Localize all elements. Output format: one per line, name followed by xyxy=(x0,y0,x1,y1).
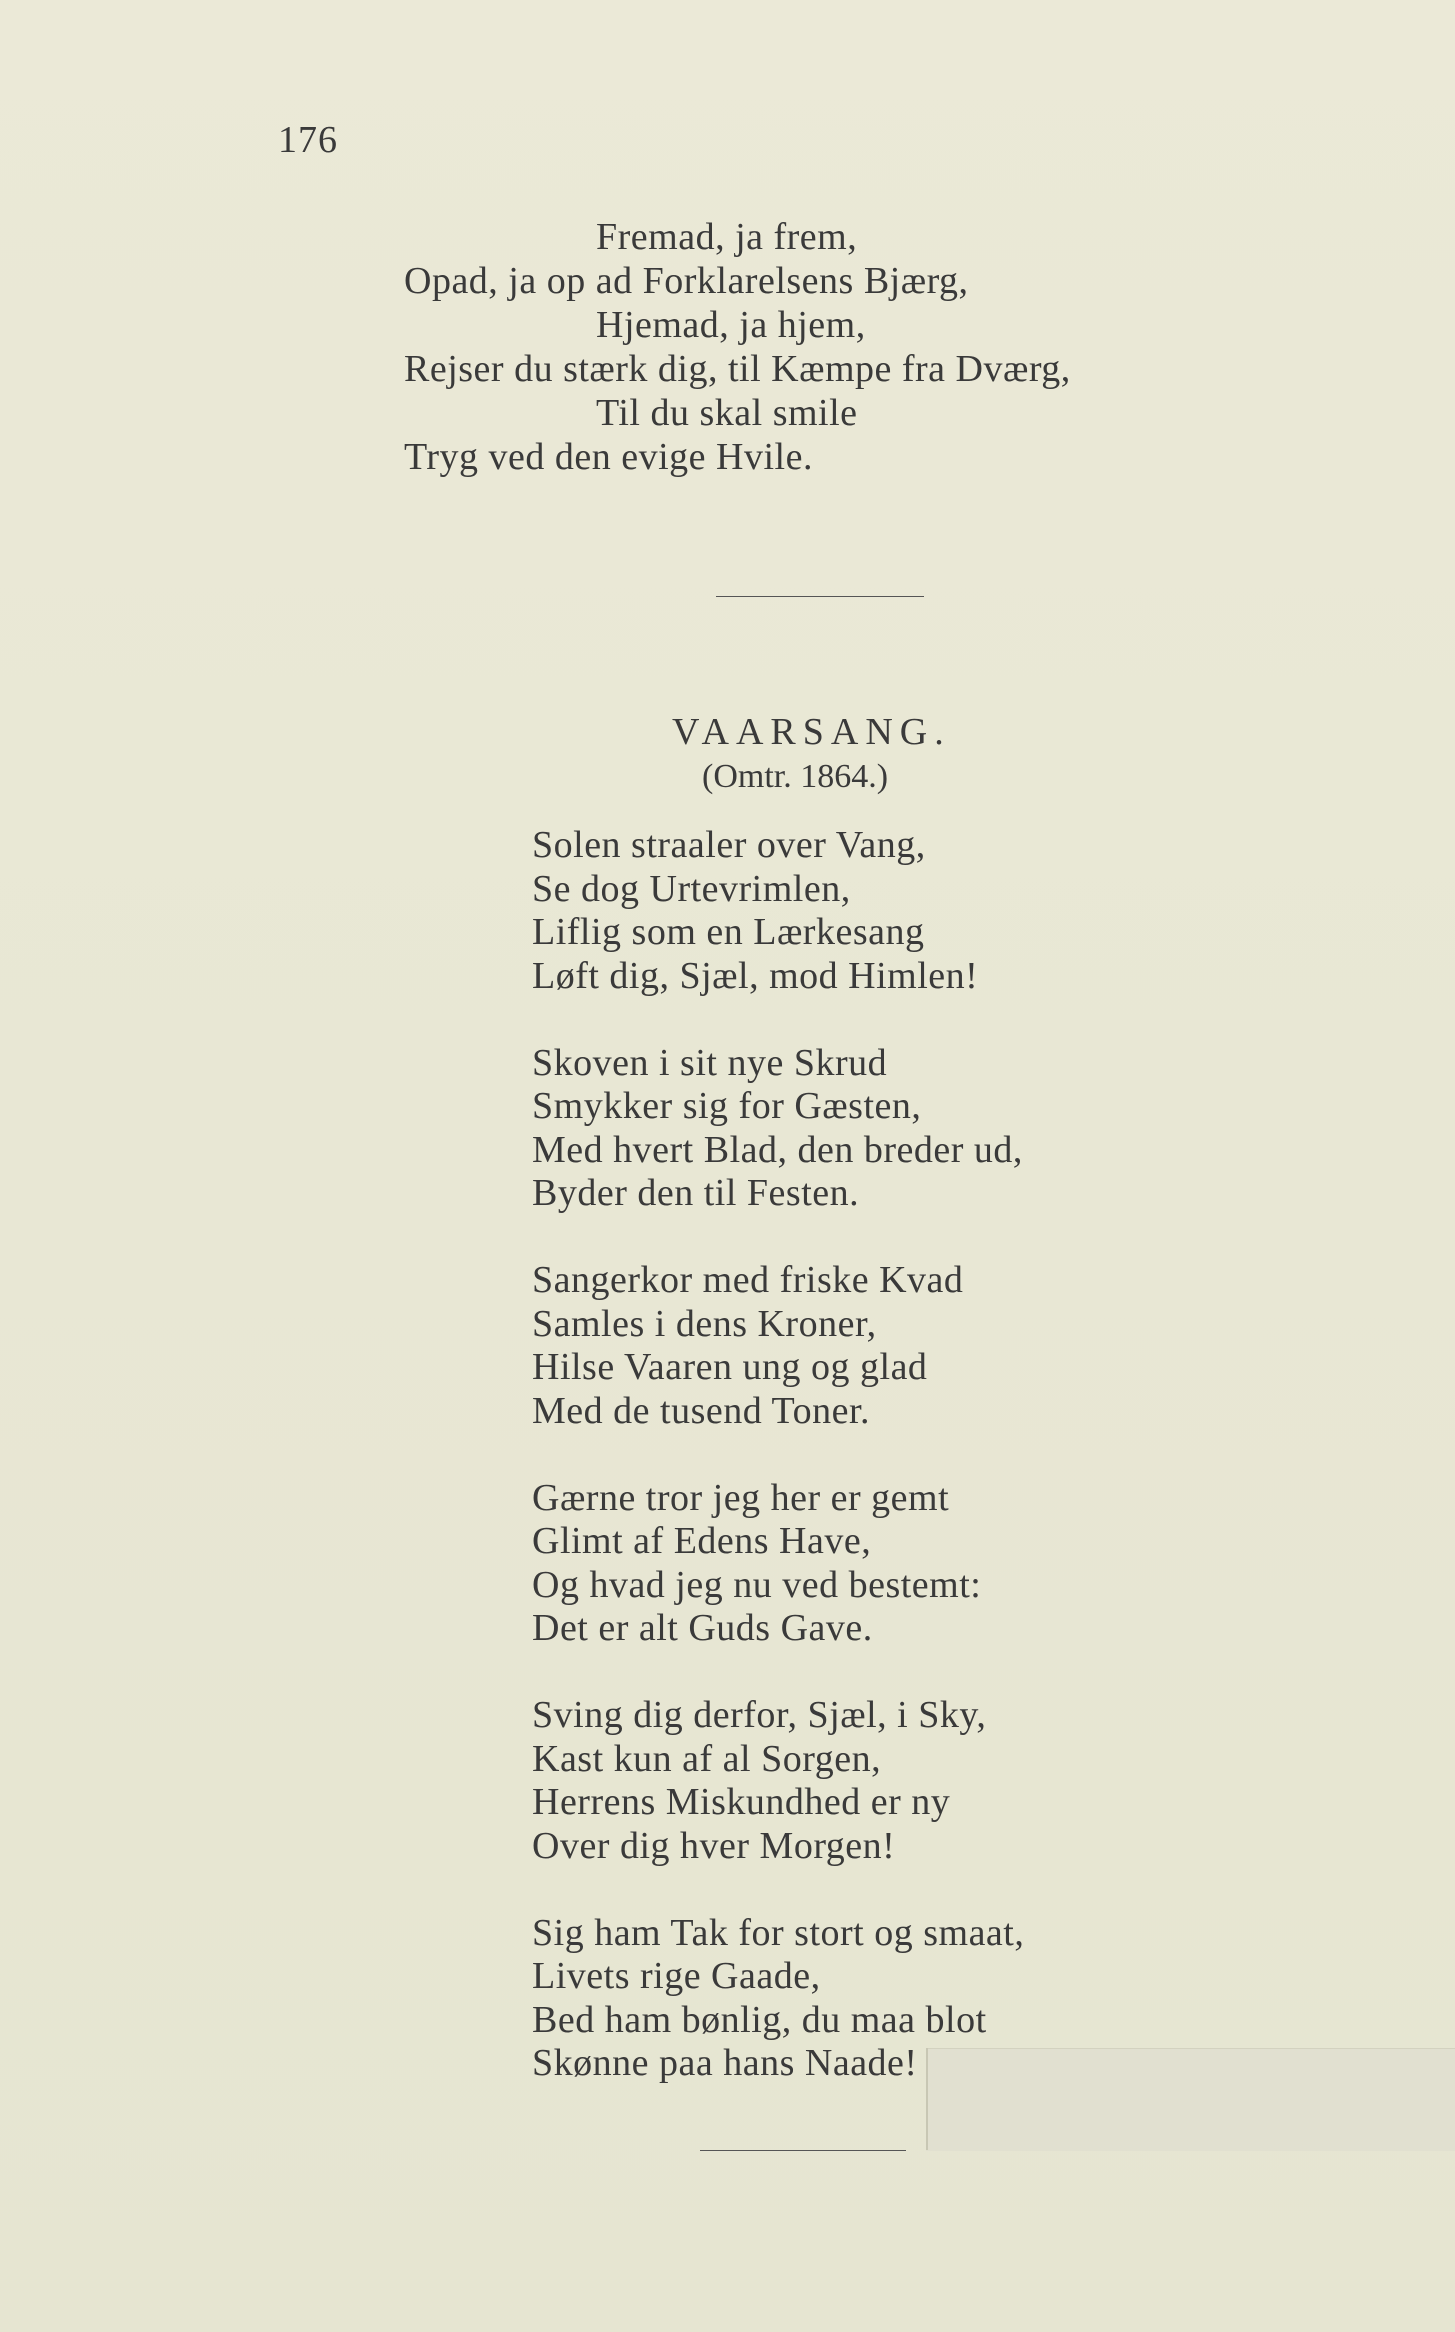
verse-line: Kast kun af al Sorgen, xyxy=(532,1737,882,1780)
verse-line: Herrens Miskundhed er ny xyxy=(532,1781,951,1823)
verse-line: Samles i dens Kroner, xyxy=(532,1302,877,1345)
verse-line: Glimt af Edens Have, xyxy=(532,1520,872,1562)
verse-line: Hilse Vaaren ung og glad xyxy=(532,1346,928,1388)
verse-line: Det er alt Guds Gave. xyxy=(532,1607,873,1649)
verse-line: Sig ham Tak for stort og smaat, xyxy=(532,1911,1025,1954)
stanza-line: Rejser du stærk dig, til Kæmpe fra Dværg, xyxy=(404,348,1071,390)
stanza-line: Til du skal smile xyxy=(596,392,858,434)
stanza-line: Fremad, ja frem, xyxy=(596,216,858,258)
verse-line: Liflig som en Lærkesang xyxy=(532,911,925,953)
poem-subtitle: (Omtr. 1864.) xyxy=(702,758,889,795)
stanza-line: Hjemad, ja hjem, xyxy=(596,304,866,346)
verse-line: Gærne tror jeg her er gemt xyxy=(532,1476,950,1519)
verse-line: Bed ham bønlig, du maa blot xyxy=(532,1998,987,2041)
verse-line: Og hvad jeg nu ved bestemt: xyxy=(532,1563,982,1606)
end-divider xyxy=(700,2150,906,2151)
verse-line: Livets rige Gaade, xyxy=(532,1955,821,1997)
verse-line: Skoven i sit nye Skrud xyxy=(532,1041,888,1084)
verse-line: Se dog Urtevrimlen, xyxy=(532,867,851,910)
scan-artifact xyxy=(926,2048,1455,2151)
verse xyxy=(532,1042,1024,1216)
poem-body xyxy=(532,824,1024,2086)
closing-stanza xyxy=(404,215,1071,479)
verse-line: Skønne paa hans Naade! xyxy=(532,2042,918,2084)
verse-line: Solen straaler over Vang, xyxy=(532,824,926,866)
poem-title: VAARSANG. xyxy=(672,711,951,753)
verse-line: Med hvert Blad, den breder ud, xyxy=(532,1128,1023,1171)
scan-artifact-edge xyxy=(926,2048,928,2150)
verse-line: Over dig hver Morgen! xyxy=(532,1824,896,1867)
verse xyxy=(532,824,1024,998)
verse-line: Løft dig, Sjæl, mod Himlen! xyxy=(532,954,979,997)
verse xyxy=(532,1259,1024,1433)
verse-line: Byder den til Festen. xyxy=(532,1172,860,1214)
verse xyxy=(532,1694,1024,1868)
stanza-line: Opad, ja op ad Forklarelsens Bjærg, xyxy=(404,260,969,302)
stanza-line: Tryg ved den evige Hvile. xyxy=(404,436,813,478)
verse-line: Smykker sig for Gæsten, xyxy=(532,1085,922,1127)
verse-line: Med de tusend Toner. xyxy=(532,1389,871,1432)
page-number: 176 xyxy=(278,119,338,161)
verse-line: Sangerkor med friske Kvad xyxy=(532,1259,964,1301)
verse xyxy=(532,1477,1024,1651)
section-divider xyxy=(716,596,924,597)
verse-line: Sving dig derfor, Sjæl, i Sky, xyxy=(532,1694,987,1736)
